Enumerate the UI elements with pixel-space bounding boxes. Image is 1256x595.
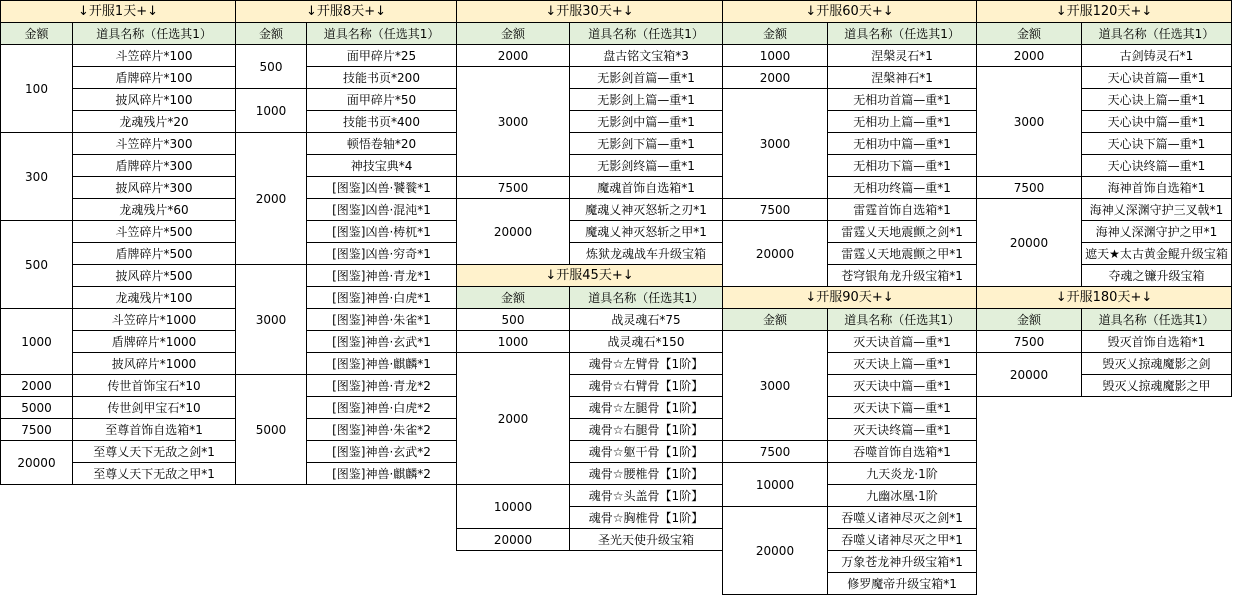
item-cell: 古剑铸灵石*1	[1082, 45, 1232, 67]
header-row	[723, 309, 977, 331]
table-row	[457, 177, 723, 199]
reward-table	[456, 264, 723, 551]
table-row	[457, 353, 723, 375]
item-header: 道具名称（任选其1）	[828, 309, 977, 331]
table-row	[457, 529, 723, 551]
amount-cell: 7500	[1, 419, 73, 441]
table-row	[236, 89, 457, 111]
amount-cell: 3000	[723, 89, 828, 199]
item-cell: 天心诀上篇—重*1	[1082, 89, 1232, 111]
table-row	[977, 177, 1232, 199]
item-cell: [图鉴]凶兽·混沌*1	[307, 199, 457, 221]
item-header: 道具名称（任选其1）	[1082, 309, 1232, 331]
item-cell: [图鉴]神兽·青龙*1	[307, 265, 457, 287]
item-cell: 无相功首篇—重*1	[828, 89, 977, 111]
item-cell: 夺魂之镰升级宝箱	[1082, 265, 1232, 287]
item-cell: 雷霆乂天地震颤之剑*1	[828, 221, 977, 243]
item-cell: [图鉴]凶兽·梼杌*1	[307, 221, 457, 243]
table-row	[1, 309, 236, 331]
item-cell: 灭天诀首篇—重*1	[828, 331, 977, 353]
item-cell: 无相功上篇—重*1	[828, 111, 977, 133]
item-cell: 涅槃灵石*1	[828, 45, 977, 67]
amount-header: 金额	[723, 23, 828, 45]
table-row	[236, 45, 457, 67]
block-title: ↓开服8天+↓	[236, 1, 457, 23]
header-row	[236, 23, 457, 45]
title-row	[977, 1, 1232, 23]
item-cell: 龙魂残片*100	[73, 287, 236, 309]
reward-block	[456, 0, 723, 265]
item-cell: 顿悟卷轴*20	[307, 133, 457, 155]
amount-header: 金额	[977, 309, 1082, 331]
amount-cell: 1000	[1, 309, 73, 375]
reward-block	[976, 0, 1232, 287]
table-row	[977, 67, 1232, 89]
amount-cell: 7500	[977, 177, 1082, 199]
table-row	[1, 221, 236, 243]
amount-cell: 2000	[457, 353, 570, 485]
item-cell: 无影剑首篇—重*1	[570, 67, 723, 89]
block-title: ↓开服1天+↓	[1, 1, 236, 23]
item-cell: 无影剑终篇—重*1	[570, 155, 723, 177]
item-header: 道具名称（任选其1）	[570, 287, 723, 309]
item-cell: 九幽冰凰·1阶	[828, 485, 977, 507]
table-row	[977, 353, 1232, 375]
table-row	[723, 199, 977, 221]
item-cell: 至尊乂天下无敌之甲*1	[73, 463, 236, 485]
item-cell: 魂骨☆躯干骨【1阶】	[570, 441, 723, 463]
amount-cell: 20000	[457, 529, 570, 551]
item-cell: 披风碎片*100	[73, 89, 236, 111]
item-cell: 涅槃神石*1	[828, 67, 977, 89]
table-row	[723, 507, 977, 529]
item-cell: 战灵魂石*75	[570, 309, 723, 331]
item-cell: [图鉴]神兽·青龙*2	[307, 375, 457, 397]
amount-cell: 1000	[723, 45, 828, 67]
reward-block	[235, 0, 457, 485]
table-row	[723, 441, 977, 463]
amount-cell: 300	[1, 133, 73, 221]
item-cell: 魔魂首饰自选箱*1	[570, 177, 723, 199]
block-title: ↓开服120天+↓	[977, 1, 1232, 23]
item-cell: 魔魂乂神灭怒斩之刃*1	[570, 199, 723, 221]
item-cell: 至尊首饰自选箱*1	[73, 419, 236, 441]
amount-cell: 20000	[457, 199, 570, 265]
item-header: 道具名称（任选其1）	[307, 23, 457, 45]
title-row	[723, 1, 977, 23]
table-row	[977, 45, 1232, 67]
item-cell: 无相功下篇—重*1	[828, 155, 977, 177]
item-cell: [图鉴]神兽·白虎*2	[307, 397, 457, 419]
item-cell: 天心诀首篇—重*1	[1082, 67, 1232, 89]
table-row	[457, 45, 723, 67]
amount-header: 金额	[457, 287, 570, 309]
reward-table	[976, 0, 1232, 287]
amount-cell: 1000	[236, 89, 307, 133]
amount-header: 金额	[723, 309, 828, 331]
item-cell: 灭天诀终篇—重*1	[828, 419, 977, 441]
amount-cell: 2000	[457, 45, 570, 67]
item-header: 道具名称（任选其1）	[1082, 23, 1232, 45]
amount-cell: 3000	[723, 331, 828, 441]
item-cell: 斗笠碎片*100	[73, 45, 236, 67]
item-cell: 面甲碎片*25	[307, 45, 457, 67]
item-cell: [图鉴]神兽·玄武*1	[307, 331, 457, 353]
title-row	[723, 287, 977, 309]
table-row	[457, 309, 723, 331]
amount-header: 金额	[457, 23, 570, 45]
item-cell: 万象苍龙神升级宝箱*1	[828, 551, 977, 573]
amount-cell: 500	[236, 45, 307, 89]
table-row	[457, 485, 723, 507]
amount-cell: 2000	[977, 45, 1082, 67]
item-cell: [图鉴]神兽·麒麟*1	[307, 353, 457, 375]
amount-cell: 3000	[236, 265, 307, 375]
amount-cell: 20000	[723, 221, 828, 287]
block-title: ↓开服90天+↓	[723, 287, 977, 309]
block-title: ↓开服60天+↓	[723, 1, 977, 23]
item-cell: 斗笠碎片*1000	[73, 309, 236, 331]
item-cell: 魂骨☆右腿骨【1阶】	[570, 419, 723, 441]
item-cell: 龙魂残片*20	[73, 111, 236, 133]
amount-cell: 1000	[457, 331, 570, 353]
amount-cell: 20000	[1, 441, 73, 485]
item-cell: 无相功中篇—重*1	[828, 133, 977, 155]
table-row	[723, 45, 977, 67]
header-row	[457, 287, 723, 309]
item-cell: [图鉴]神兽·朱雀*1	[307, 309, 457, 331]
table-row	[457, 199, 723, 221]
item-cell: 天心诀中篇—重*1	[1082, 111, 1232, 133]
item-cell: 斗笠碎片*300	[73, 133, 236, 155]
table-row	[236, 265, 457, 287]
header-row	[457, 23, 723, 45]
header-row	[723, 23, 977, 45]
table-row	[977, 331, 1232, 353]
table-row	[723, 89, 977, 111]
table-row	[1, 45, 236, 67]
item-cell: 魂骨☆右臂骨【1阶】	[570, 375, 723, 397]
item-cell: 魂骨☆胸椎骨【1阶】	[570, 507, 723, 529]
reward-block	[976, 286, 1232, 397]
table-row	[1, 419, 236, 441]
item-cell: 天心诀终篇—重*1	[1082, 155, 1232, 177]
reward-block	[722, 286, 977, 595]
item-cell: 魔魂乂神灭怒斩之甲*1	[570, 221, 723, 243]
amount-header: 金额	[977, 23, 1082, 45]
amount-cell: 2000	[723, 67, 828, 89]
amount-cell: 2000	[236, 133, 307, 265]
item-cell: 修罗魔帝升级宝箱*1	[828, 573, 977, 595]
table-row	[1, 397, 236, 419]
amount-cell: 500	[1, 221, 73, 309]
reward-table	[0, 0, 236, 485]
amount-cell: 7500	[977, 331, 1082, 353]
item-cell: [图鉴]凶兽·穷奇*1	[307, 243, 457, 265]
table-row	[1, 133, 236, 155]
table-row	[457, 67, 723, 89]
item-cell: 炼狱龙魂战车升级宝箱	[570, 243, 723, 265]
item-cell: 面甲碎片*50	[307, 89, 457, 111]
item-cell: 传世剑甲宝石*10	[73, 397, 236, 419]
title-row	[457, 1, 723, 23]
amount-cell: 3000	[457, 67, 570, 177]
block-title: ↓开服180天+↓	[977, 287, 1232, 309]
amount-cell: 3000	[977, 67, 1082, 177]
header-row	[1, 23, 236, 45]
item-cell: 海神乂深渊守护之甲*1	[1082, 221, 1232, 243]
table-row	[723, 463, 977, 485]
block-title: ↓开服30天+↓	[457, 1, 723, 23]
item-cell: 盾牌碎片*300	[73, 155, 236, 177]
reward-table	[722, 286, 977, 595]
item-cell: 至尊乂天下无敌之剑*1	[73, 441, 236, 463]
item-cell: 海神乂深渊守护三叉戟*1	[1082, 199, 1232, 221]
item-cell: 圣光天使升级宝箱	[570, 529, 723, 551]
amount-cell: 7500	[723, 441, 828, 463]
item-cell: 魂骨☆左腿骨【1阶】	[570, 397, 723, 419]
amount-cell: 10000	[457, 485, 570, 529]
item-cell: 无影剑中篇—重*1	[570, 111, 723, 133]
item-cell: 斗笠碎片*500	[73, 221, 236, 243]
item-cell: [图鉴]神兽·朱雀*2	[307, 419, 457, 441]
item-cell: 披风碎片*1000	[73, 353, 236, 375]
amount-cell: 10000	[723, 463, 828, 507]
item-cell: 魂骨☆左臂骨【1阶】	[570, 353, 723, 375]
reward-block	[456, 264, 723, 551]
reward-table	[456, 0, 723, 265]
header-row	[977, 23, 1232, 45]
item-cell: 吞噬乂诸神尽灭之剑*1	[828, 507, 977, 529]
item-cell: 雷霆首饰自选箱*1	[828, 199, 977, 221]
item-cell: 传世首饰宝石*10	[73, 375, 236, 397]
item-cell: 技能书页*200	[307, 67, 457, 89]
title-row	[1, 1, 236, 23]
block-title: ↓开服45天+↓	[457, 265, 723, 287]
item-cell: 披风碎片*300	[73, 177, 236, 199]
item-cell: 九天炎龙·1阶	[828, 463, 977, 485]
item-cell: 苍穹银角龙升级宝箱*1	[828, 265, 977, 287]
item-cell: 灭天诀中篇—重*1	[828, 375, 977, 397]
header-row	[977, 309, 1232, 331]
reward-table	[976, 286, 1232, 397]
item-cell: 神技宝典*4	[307, 155, 457, 177]
amount-cell: 7500	[723, 199, 828, 221]
item-cell: [图鉴]神兽·麒麟*2	[307, 463, 457, 485]
table-row	[723, 67, 977, 89]
table-row	[457, 331, 723, 353]
item-cell: [图鉴]神兽·玄武*2	[307, 441, 457, 463]
table-row	[236, 375, 457, 397]
item-cell: 遮天★太古黄金鲲升级宝箱	[1082, 243, 1232, 265]
item-cell: 海神首饰自选箱*1	[1082, 177, 1232, 199]
item-cell: [图鉴]凶兽·饕餮*1	[307, 177, 457, 199]
reward-block	[722, 0, 977, 287]
item-cell: 盘古铭文宝箱*3	[570, 45, 723, 67]
item-cell: 无相功终篇—重*1	[828, 177, 977, 199]
item-cell: 灭天诀上篇—重*1	[828, 353, 977, 375]
item-cell: 无影剑上篇—重*1	[570, 89, 723, 111]
table-row	[1, 441, 236, 463]
reward-table	[722, 0, 977, 287]
item-cell: 灭天诀下篇—重*1	[828, 397, 977, 419]
amount-cell: 100	[1, 45, 73, 133]
item-cell: 魂骨☆腰椎骨【1阶】	[570, 463, 723, 485]
title-row	[457, 265, 723, 287]
item-cell: 披风碎片*500	[73, 265, 236, 287]
item-cell: 毁灭乂掠魂魔影之甲	[1082, 375, 1232, 397]
amount-cell: 500	[457, 309, 570, 331]
table-row	[977, 199, 1232, 221]
amount-cell: 5000	[236, 375, 307, 485]
item-cell: 盾牌碎片*100	[73, 67, 236, 89]
table-row	[236, 133, 457, 155]
amount-cell: 5000	[1, 397, 73, 419]
item-header: 道具名称（任选其1）	[73, 23, 236, 45]
table-row	[723, 331, 977, 353]
amount-cell: 20000	[977, 199, 1082, 287]
amount-header: 金额	[1, 23, 73, 45]
item-cell: 雷霆乂天地震颤之甲*1	[828, 243, 977, 265]
item-cell: [图鉴]神兽·白虎*1	[307, 287, 457, 309]
amount-cell: 7500	[457, 177, 570, 199]
item-cell: 毁灭乂掠魂魔影之剑	[1082, 353, 1232, 375]
title-row	[236, 1, 457, 23]
item-cell: 龙魂残片*60	[73, 199, 236, 221]
reward-block	[0, 0, 236, 485]
amount-cell: 20000	[723, 507, 828, 595]
item-cell: 天心诀下篇—重*1	[1082, 133, 1232, 155]
item-cell: 吞噬乂诸神尽灭之甲*1	[828, 529, 977, 551]
item-cell: 战灵魂石*150	[570, 331, 723, 353]
item-cell: 盾牌碎片*1000	[73, 331, 236, 353]
reward-table	[235, 0, 457, 485]
item-header: 道具名称（任选其1）	[570, 23, 723, 45]
item-cell: 魂骨☆头盖骨【1阶】	[570, 485, 723, 507]
amount-cell: 20000	[977, 353, 1082, 397]
item-cell: 毁灭首饰自选箱*1	[1082, 331, 1232, 353]
item-cell: 盾牌碎片*500	[73, 243, 236, 265]
table-row	[1, 375, 236, 397]
amount-header: 金额	[236, 23, 307, 45]
item-cell: 无影剑下篇—重*1	[570, 133, 723, 155]
title-row	[977, 287, 1232, 309]
item-cell: 吞噬首饰自选箱*1	[828, 441, 977, 463]
table-row	[723, 221, 977, 243]
amount-cell: 2000	[1, 375, 73, 397]
item-cell: 技能书页*400	[307, 111, 457, 133]
item-header: 道具名称（任选其1）	[828, 23, 977, 45]
